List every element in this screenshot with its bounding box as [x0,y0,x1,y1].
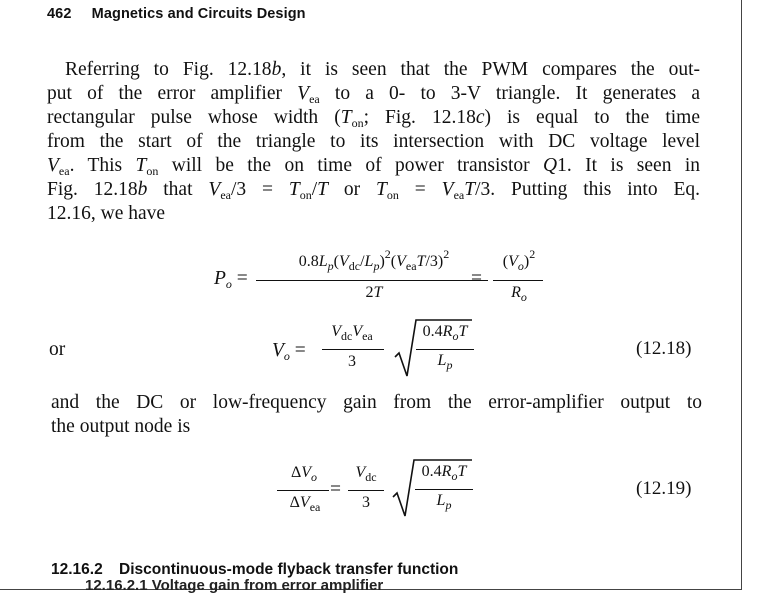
equation-1218-denominator: 3 [348,353,356,370]
para1-line-4: from the start of the triangle to its intersection with DC voltage level [47,131,700,152]
page-edge-right [741,0,742,589]
equation-1219-lhs-denominator: $\Delta V_{ea}$ [289,494,321,514]
equation-1218-numerator: $V_{dc}V_{ea}$ [331,323,373,343]
equation-number-1218: (12.18) [636,338,692,359]
equation-po-numerator: $0.8L_p(V_{dc}/L_p)^2(V_{ea}T/3)^2$ [298,247,450,273]
para1-line-2: put of the error amplifier $V_{ea}$ to a 0- to 3-V triangle. It generates a [47,83,701,106]
equation-1219-equals: = [330,479,341,500]
paragraph-1 [47,58,700,226]
equation-1219-sqrt-bar [415,489,473,490]
equation-po-rhs-numerator: $(V_o)^2$ [502,247,536,273]
equation-po-rhs-bar [493,280,543,281]
equation-po-denominator: 2T [365,284,383,301]
equation-1219-numerator: $V_{dc}$ [355,464,377,484]
equation-po-equals: = [471,268,482,289]
paragraph-2 [51,391,702,439]
equation-1219-denominator: 3 [362,494,370,511]
running-title: Magnetics and Circuits Design [91,6,306,22]
para1-line-7: 12.16, we have [47,203,166,224]
equation-po-fraction-bar [256,280,488,281]
para1-line-6: Fig. 12.18b that $V_{ea}/3 = T_{on}/T$ or $T_{on} = V_{ea}T/3$. Putting this into Eq. [47,179,701,202]
page-number: 462 [47,6,72,22]
section-title: Discontinuous-mode flyback transfer function [119,561,459,578]
equation-1218-fraction-bar [322,349,384,350]
para2-line-2: the output node is [51,416,191,437]
equation-1219-lhs-numerator: $\Delta V_o$ [290,464,318,484]
para1-line-5: $V_{ea}$. This $T_{on}$ will be the on time of power transistor Q1. It is seen in [47,155,700,178]
equation-1218-sqrt-denominator: $L_p$ [437,352,453,372]
para1-line-1: Referring to Fig. 12.18b, it is seen that the PWM compares the out- [65,59,700,80]
equation-1219-sqrt-denominator: $L_p$ [436,492,452,512]
para1-line-3: rectangular pulse whose width ($T_{on}$; Fig. 12.18c) is equal to the time [47,107,701,130]
equation-number-1219: (12.19) [636,478,692,499]
equation-po-lhs: $P_o$ = [214,268,248,291]
or-word: or [49,339,66,360]
equation-1218-sqrt-numerator: $0.4R_oT$ [422,323,468,343]
equation-1219-sqrt-numerator: $0.4R_oT$ [421,463,467,483]
equation-po-rhs-denominator: $R_o$ [511,284,527,304]
running-head [47,6,306,22]
equation-1219-fraction-bar [348,490,384,491]
equation-1218-lhs: $V_o$ = [272,340,306,363]
equation-1219-lhs-bar [277,490,329,491]
equation-1218-sqrt-bar [416,349,474,350]
para2-line-1: and the DC or low-frequency gain from the error-amplifier output to [51,392,702,413]
section-number: 12.16.2 [51,561,103,578]
next-heading-cut-off: 12.16.2.1 Voltage gain from error amplifier [85,577,384,594]
